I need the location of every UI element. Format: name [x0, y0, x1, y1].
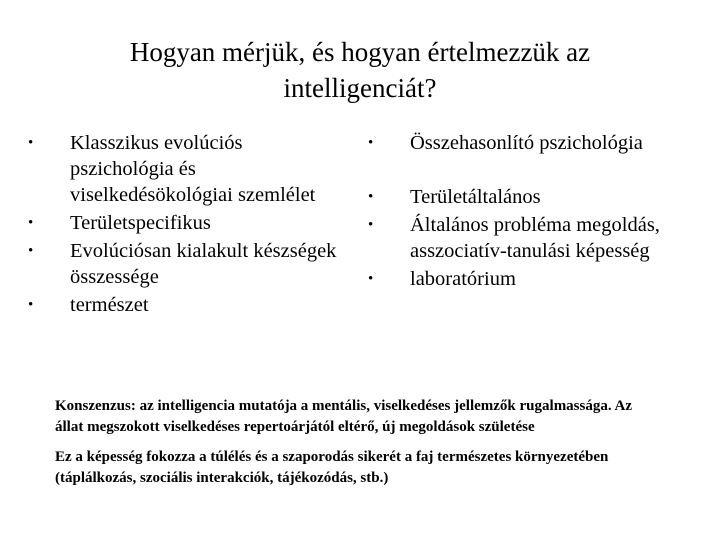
bullet-icon: •: [28, 243, 34, 259]
list-item: [368, 266, 713, 292]
bullet-icon: •: [28, 297, 34, 313]
bullet-icon: •: [28, 215, 34, 231]
list-item: [368, 130, 713, 156]
right-bullet-list: [368, 130, 713, 294]
bullet-icon: •: [368, 135, 374, 151]
slide-title-line-2: intelligenciát?: [283, 73, 437, 103]
list-item-text: Területáltalános: [410, 186, 541, 208]
slide-title: [60, 34, 660, 106]
bullet-icon: •: [368, 189, 374, 205]
list-item-text: Területspecifikus: [70, 212, 211, 234]
left-bullet-list: [28, 130, 348, 320]
list-item: [28, 130, 348, 208]
bullet-icon: •: [368, 217, 374, 233]
list-item: [28, 210, 348, 236]
list-item-text: Evolúciósan kialakult készségek összessége: [70, 240, 337, 288]
consensus-paragraph: Konszenzus: az intelligencia mutatója a mentális, viselkedéses jellemzők rugalmassága. Az állat megszokott viselkedéses repertoárjától eltérő, új megoldások születése: [55, 398, 633, 435]
slide-title-line-1: Hogyan mérjük, és hogyan értelmezzük az: [129, 37, 591, 67]
list-item: [28, 292, 348, 318]
list-item-text: laboratórium: [410, 268, 516, 290]
list-item-text: Általános probléma megoldás, asszociatív-tanulási képesség: [410, 214, 660, 262]
list-item-text: Klasszikus evolúciós pszichológia és viselkedésökológiai szemlélet: [70, 132, 316, 206]
consensus-paragraph: Ez a képesség fokozza a túlélés és a szaporodás sikerét a faj természetes környezetében (táplálkozás, szociális interakciók, tájékozódás, stb.): [55, 449, 609, 486]
bullet-icon: •: [28, 135, 34, 151]
list-item: [368, 212, 713, 264]
list-item-text: természet: [70, 294, 149, 316]
list-item-text: Összehasonlító pszichológia: [410, 132, 643, 154]
list-item: [28, 238, 348, 290]
bullet-icon: •: [368, 271, 374, 287]
list-item: [368, 184, 713, 210]
consensus-block: [55, 396, 655, 498]
